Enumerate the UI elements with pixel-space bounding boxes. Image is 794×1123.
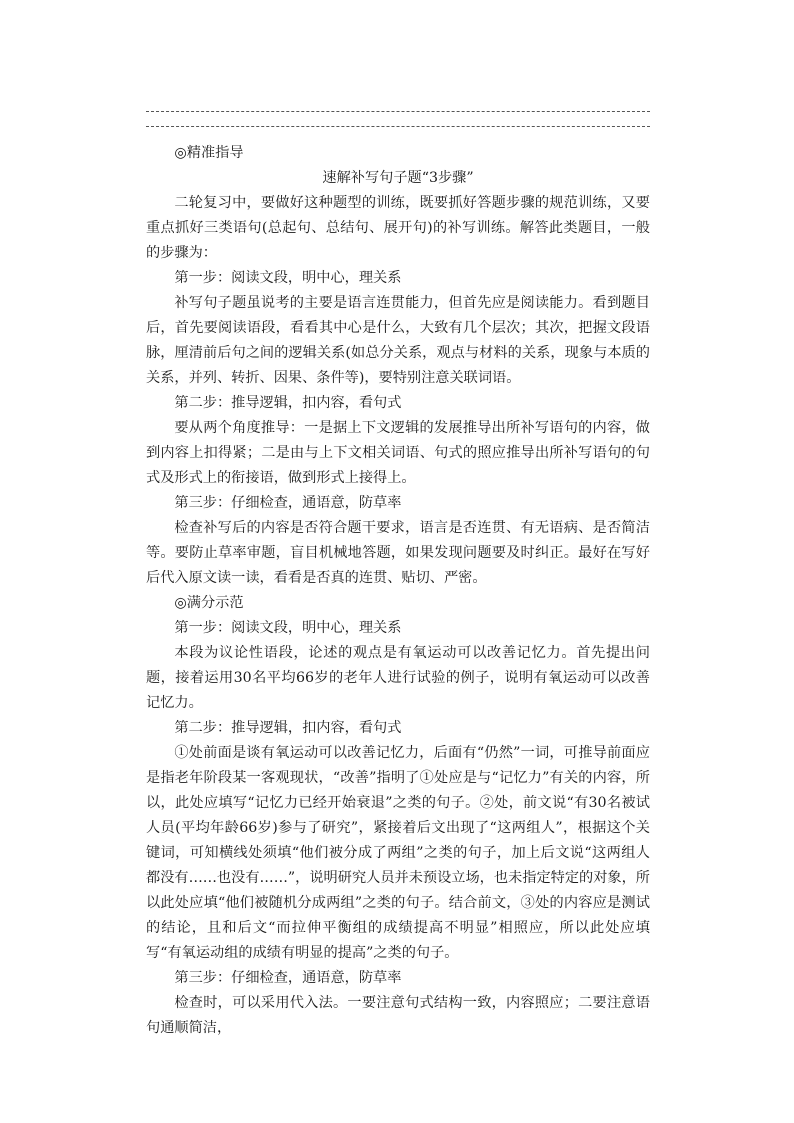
step1-heading: 第一步：阅读文段，明中心，理关系	[174, 270, 402, 286]
example-step3-paragraph: 检查时，可以采用代入法。一要注意句式结构一致，内容照应；二要注意语句通顺简洁，	[146, 995, 650, 1036]
article-title: 速解补写句子题“3步骤”	[322, 170, 474, 186]
section-heading-example: ◎满分示范	[174, 595, 244, 611]
document-body	[146, 100, 650, 1041]
answer-line-1	[146, 111, 650, 112]
intro-paragraph: 二轮复习中，要做好这种题型的训练，既要抓好答题步骤的规范训练，又要重点抓好三类语句(总起句、总结句、展开句)的补写训练。解答此类题目，一般的步骤为：	[146, 195, 650, 261]
example-step2-heading: 第二步：推导逻辑，扣内容，看句式	[174, 720, 402, 736]
example-step1-paragraph: 本段为议论性语段，论述的观点是有氧运动可以改善记忆力。首先提出问题，接着运用30名平均66岁的老年人进行试验的例子，说明有氧运动可以改善记忆力。	[146, 645, 650, 711]
step3-heading: 第三步：仔细检查，通语意，防草率	[174, 495, 402, 511]
step3-paragraph: 检查补写后的内容是否符合题干要求，语言是否连贯、有无语病、是否简洁等。要防止草率审题，盲目机械地答题，如果发现问题要及时纠正。最好在写好后代入原文读一读，看看是否真的连贯、贴切、严密。	[146, 520, 650, 586]
example-step2-paragraph: ①处前面是谈有氧运动可以改善记忆力，后面有“仍然”一词，可推导前面应是指老年阶段某一客观现状，“改善”指明了①处应是与“记忆力”有关的内容，所以，此处应填写“记忆力已经开始衰退”之类的句子。②处，前文说“有30名被试人员(平均年龄66岁)参与了研究”，紧接着后文出现了“这两组人”，根据这个关键词，可知横线处须填“他们被分成了两组”之类的句子，加上后文说“这两组人都没有……也没有……”，说明研究人员并未预设立场，也未指定特定的对象，所以此处应填“他们被随机分成两组”之类的句子。结合前文，③处的内容应是测试的结论，且和后文“而拉伸平衡组的成绩提高不明显”相照应，所以此处应填写“有氧运动组的成绩有明显的提高”之类的句子。	[146, 745, 650, 961]
step1-paragraph: 补写句子题虽说考的主要是语言连贯能力，但首先应是阅读能力。看到题目后，首先要阅读语段，看看其中心是什么，大致有几个层次；其次，把握文段语脉，厘清前后句之间的逻辑关系(如总分关系，观点与材料的关系，现象与本质的关系，并列、转折、因果、条件等)，要特别注意关联词语。	[146, 295, 650, 386]
step2-heading: 第二步：推导逻辑，扣内容，看句式	[174, 395, 402, 411]
example-step1-heading: 第一步：阅读文段，明中心，理关系	[174, 620, 402, 636]
step2-paragraph: 要从两个角度推导：一是据上下文逻辑的发展推导出所补写语句的内容，做到内容上扣得紧；二是由与上下文相关词语、句式的照应推导出所补写语句的句式及形式上的衔接语，做到形式上接得上。	[146, 420, 650, 486]
answer-line-2	[146, 126, 650, 127]
section-heading-guide: ◎精准指导	[174, 145, 244, 161]
example-step3-heading: 第三步：仔细检查，通语意，防草率	[174, 970, 402, 986]
